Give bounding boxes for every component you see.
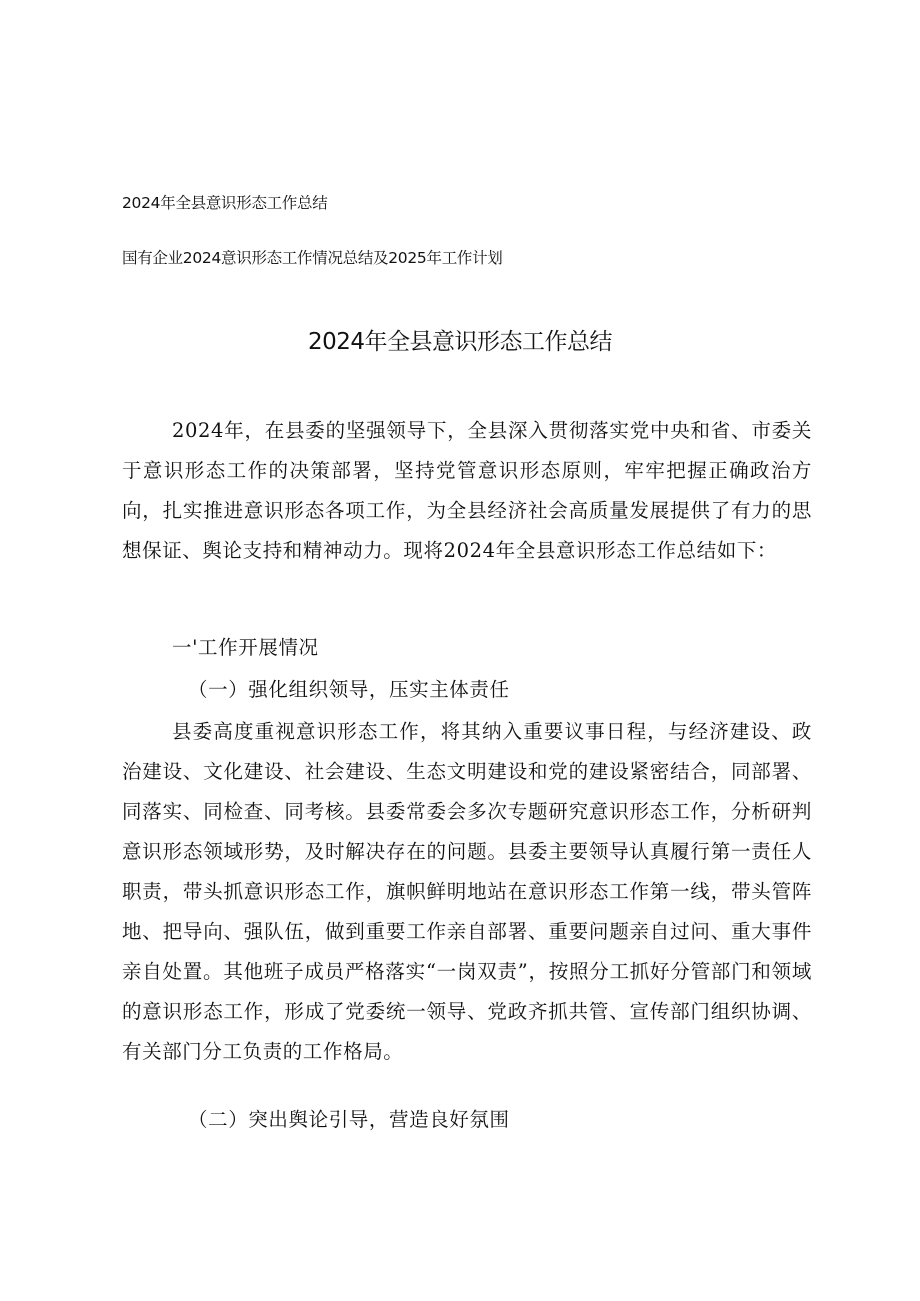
organization-paragraph: 县委高度重视意识形态工作，将其纳入重要议事日程，与经济建设、政治建设、文化建设、社会建设、生态文明建设和党的建设紧密结合，同部署、同落实、同检查、同考核。县委常委会多次专题研究意识形态工作，分析研判意识形态领域形势，及时解决存在的问题。县委主要领导认真履行第一责任人职责，带头抓意识形态工作，旗帜鲜明地站在意识形态工作第一线，带头管阵地、把导向、强队伍，做到重要工作亲自部署、重要问题亲自过问、重大事件亲自处置。其他班子成员严格落实“一岗双责”，按照分工抓好分管部门和领域的意识形态工作，形成了党委统一领导、党政齐抓共管、宣传部门组织协调、有关部门分工负责的工作格局。 bbox=[122, 720, 812, 1063]
document-title: 2024年全县意识形态工作总结 bbox=[307, 329, 613, 355]
toc-link-county-summary[interactable]: 2024年全县意识形态工作总结 bbox=[122, 194, 328, 212]
subsection-heading-public-opinion: （二）突出舆论引导，营造良好氛围 bbox=[188, 1108, 510, 1131]
section-heading-work-status: 一'工作开展情况 bbox=[172, 636, 319, 659]
intro-paragraph: 2024年，在县委的坚强领导下，全县深入贯彻落实党中央和省、市委关于意识形态工作的决策部署，坚持党管意识形态原则，牢牢把握正确政治方向，扎实推进意识形态各项工作，为全县经济社会高质量发展提供了有力的思想保证、舆论支持和精神动力。现将2024年全县意识形态工作总结如下： bbox=[122, 419, 812, 562]
subsection-heading-organization: （一）强化组织领导，压实主体责任 bbox=[188, 678, 510, 701]
toc-link-soe-summary[interactable]: 国有企业2024意识形态工作情况总结及2025年工作计划 bbox=[122, 249, 503, 267]
